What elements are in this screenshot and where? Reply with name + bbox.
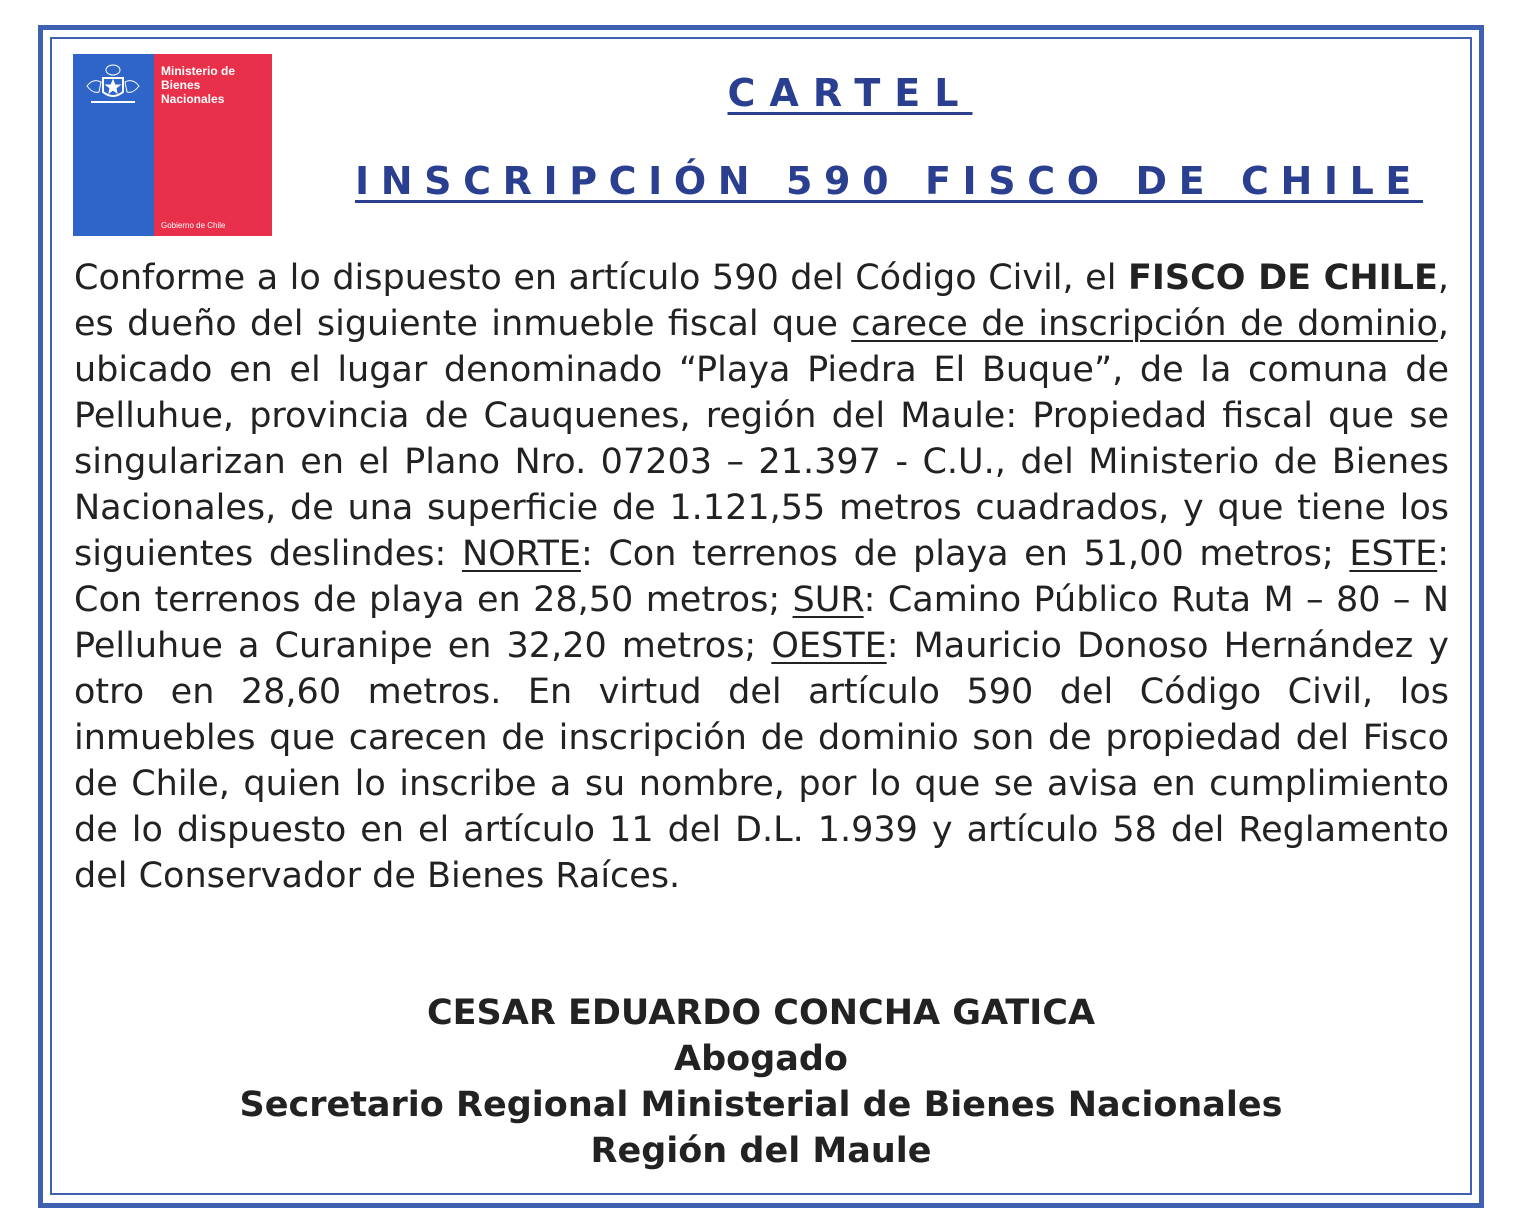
body-segment: , ubicado en el lugar denominado “Playa Piedra El Buque”, de la comuna de Pelluhue, provincia de Cauquenes, región del Maule: Propiedad fiscal que se singularizan en el Plano Nro. 07203 – 21.397 - C.U., del Ministerio de Bienes Nacionales, de una superficie de 1.121,55 metros cuadrados, y que tiene los siguientes deslindes: [74,304,1449,574]
logo-ministry-line2: Bienes [161,78,201,92]
body-underlined-norte: NORTE [461,534,581,574]
notice-subtitle: INSCRIPCIÓN 590 FISCO DE CHILE [355,159,1423,203]
body-segment: : Mauricio Donoso Hernández y otro en 28,60 metros. En virtud del artículo 590 del Código Civil, los inmuebles que carecen de inscripción de dominio son de propiedad del Fisco de Chile, quien lo inscribe a su nombre, por lo que se avisa en cumplimiento de lo dispuesto en el artículo 11 del D.L. 1.939 y artículo 58 del Reglamento del Conservador de Bienes Raíces. [74,626,1450,896]
signature-position: Secretario Regional Ministerial de Bienes Nacionales [239,1085,1283,1125]
signature-name: CESAR EDUARDO CONCHA GATICA [426,993,1096,1033]
body-segment: : Camino Público Ruta M – 80 – N Pelluhue a Curanipe en 32,20 metros; [74,580,1449,666]
signature-block [0,990,1522,1174]
logo-ministry-line1: Ministerio de [161,64,236,78]
body-underlined-oeste: OESTE [771,626,887,666]
body-segment: : Con terrenos de playa en 51,00 metros; [580,534,1350,574]
signature-region: Región del Maule [590,1131,932,1171]
body-bold-fisco: FISCO DE CHILE [1127,258,1438,298]
signature-role: Abogado [674,1039,848,1079]
logo-ministry-line3: Nacionales [161,92,225,106]
body-underlined-inscripcion: carece de inscripción de dominio [851,304,1438,344]
body-segment: Conforme a lo dispuesto en artículo 590 del Código Civil, el [74,258,1128,298]
body-underlined-sur: SUR [792,580,864,620]
notice-body [74,255,1449,899]
body-segment: , es dueño del siguiente inmueble fiscal que [74,258,1450,344]
body-underlined-este: ESTE [1349,534,1438,574]
body-segment: : Con terrenos de playa en 28,50 metros; [74,534,1449,620]
notice-title: CARTEL [727,71,973,115]
logo-government-text: Gobierno de Chile [161,221,226,230]
